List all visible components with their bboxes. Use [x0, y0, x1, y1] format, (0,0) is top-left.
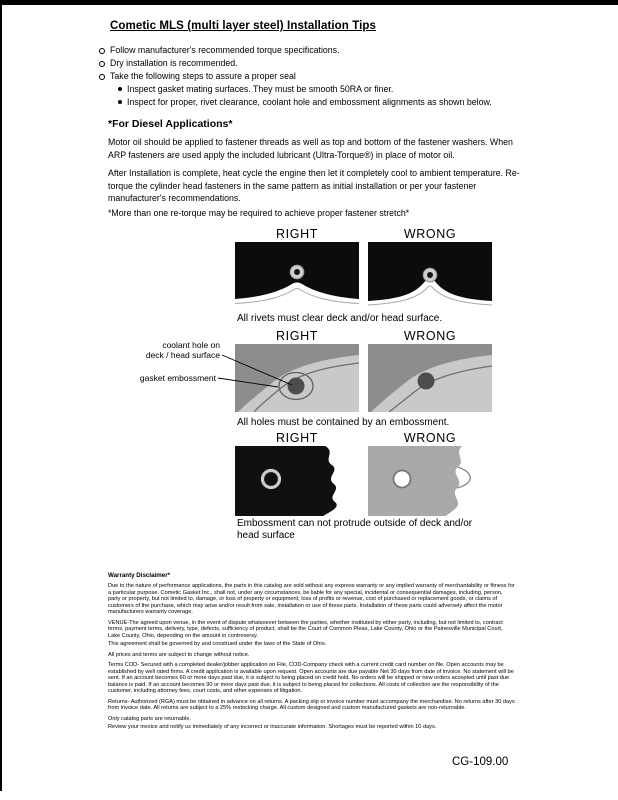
wrong-label: WRONG: [403, 329, 457, 343]
disclaimer-paragraph: Due to the nature of performance applications, the parts in this catalog are sold without any express warranty or any implied warranty of merchantability or fitness for a particular purpose. Cometic Gasket Inc., shall not, under any circumstances, be liable for any special, incidental or consequential damages, including, person, party or property, but not limited to, damage, or loss of property or equipment, loss of profits or revenue, cost of purchased or replacement goods, or claims of customers of the purchase, which may arise and/or result from sale, installation or use of these parts. Installation of these parts could adversely affect the motor manufacturers warranty coverage.: [108, 583, 515, 616]
circle-bullet-icon: [99, 61, 105, 67]
diesel-applications-heading: *For Diesel Applications*: [108, 118, 233, 130]
warranty-disclaimer-heading: Warranty Disclaimer*: [108, 572, 171, 579]
tip-item-text: Follow manufacturer's recommended torque specifications.: [110, 45, 340, 55]
tips-list: [99, 44, 527, 109]
dot-bullet-icon: [118, 100, 122, 104]
disclaimer-paragraph: This agreement shall be governed by and construed under the laws of the State of Ohio.: [108, 640, 327, 647]
page-title: Cometic MLS (multi layer steel) Installation Tips: [110, 20, 377, 32]
embossment-right-diagram: [235, 446, 359, 516]
coolant-hole-callout-line2: deck / head surface: [145, 350, 220, 360]
diesel-paragraph-2: After Installation is complete, heat cycle the engine then let it completely cool to ambient temperature. Re-torque the cylinder head fasteners in the same pattern as initial installation or per your fastener manufacturer's recommendations.: [108, 168, 520, 203]
right-label: RIGHT: [276, 329, 318, 343]
catalog-page-code: CG-109.00: [452, 756, 509, 768]
tip-item-text: Dry installation is recommended.: [110, 58, 238, 68]
rivet-wrong-diagram: [368, 242, 492, 308]
warranty-disclaimer-section: [108, 573, 515, 735]
rivet-right-diagram: [235, 242, 359, 308]
disclaimer-paragraph: All prices and terms are subject to change without notice.: [108, 651, 250, 658]
disclaimer-paragraph: Terms COD- Secured with a completed dealer/jobber application on File, COD-Company check with a current credit card number on file. Open accounts may be established by well rated firms. A credit application is available upon request. Open accounts are due payable Net 30 days from date of invoice. No statement will be sent. If an account becomes 60 or more days past due, it is subject to being placed on credit hold. No orders will be shipped or new orders accepted until past due balance is paid. If an account becomes 90 or more days past due, it is subject to being placed for collections. All costs of collection are the responsibility of the customer, including attorney fees, court costs, and other expenses of litigation.: [108, 662, 514, 695]
tip-item-text: Take the following steps to assure a proper seal: [110, 71, 296, 81]
coolant-hole-wrong-diagram: [368, 344, 492, 412]
disclaimer-paragraph: Only catalog parts are returnable.: [108, 716, 192, 723]
embossment-wrong-diagram: [368, 446, 492, 516]
right-label: RIGHT: [276, 227, 318, 241]
right-label: RIGHT: [276, 431, 318, 445]
embossment-containment-caption: All holes must be contained by an embossment.: [237, 417, 450, 428]
embossment-protrusion-caption: Embossment can not protrude outside of deck and/or head surface: [237, 518, 473, 541]
circle-bullet-icon: [99, 48, 105, 54]
disclaimer-paragraph: Review your invoice and notify us immediately of any incorrect or inaccurate information. Shortages must be reported within 10 days.: [108, 724, 437, 731]
tip-item: [99, 70, 527, 83]
wrong-label: WRONG: [403, 227, 457, 241]
tip-sub-item-text: Inspect for proper, rivet clearance, coolant hole and embossment alignments as shown below.: [127, 97, 492, 107]
tip-sub-item: [118, 83, 527, 96]
wrong-label: WRONG: [403, 431, 457, 445]
disclaimer-paragraph: VENUE-The agreed upon venue, in the event of dispute whatsoever between the parties, whether instituted by either party, including, but not limited to, contract terms, payment terms, delivery, type, defects, sufficiency of product, shall be the Court of Common Pleas, Lake County, Ohio or the Painesville Municipal Court, Lake County, Ohio, depending on the amount in controversy.: [108, 619, 503, 639]
diesel-paragraph-1: Motor oil should be applied to fastener threads as well as top and bottom of the fastener washers. When ARP fasteners are used apply the included lubricant (Ultra-Torque®) in place of motor oil.: [108, 137, 513, 160]
tip-item: [99, 57, 527, 70]
dot-bullet-icon: [118, 87, 122, 91]
gasket-embossment-callout: gasket embossment: [139, 373, 216, 383]
tip-sub-item: [118, 96, 527, 109]
rivet-caption: All rivets must clear deck and/or head surface.: [237, 313, 443, 324]
tip-item: [99, 44, 527, 57]
tip-sub-item-text: Inspect gasket mating surfaces. They must be smooth 50RA or finer.: [127, 84, 394, 94]
callout-pointer-lines: [200, 345, 310, 400]
circle-bullet-icon: [99, 74, 105, 80]
left-border-rule: [0, 0, 2, 791]
coolant-hole-callout-line1: coolant hole on: [162, 340, 220, 350]
top-border-rule: [0, 0, 618, 5]
disclaimer-paragraph: Returns- Authorized (RGA) must be obtained in advance on all returns. A packing slip or invoice number must accompany the merchandise. No returns after 30 days from invoice date. All returns are subject to a 25% restocking charge. All custom designed and custom manufactured gaskets are non-returnable.: [108, 699, 515, 712]
retorque-note: *More than one re-torque may be required to achieve proper fastener stretch*: [108, 208, 410, 218]
